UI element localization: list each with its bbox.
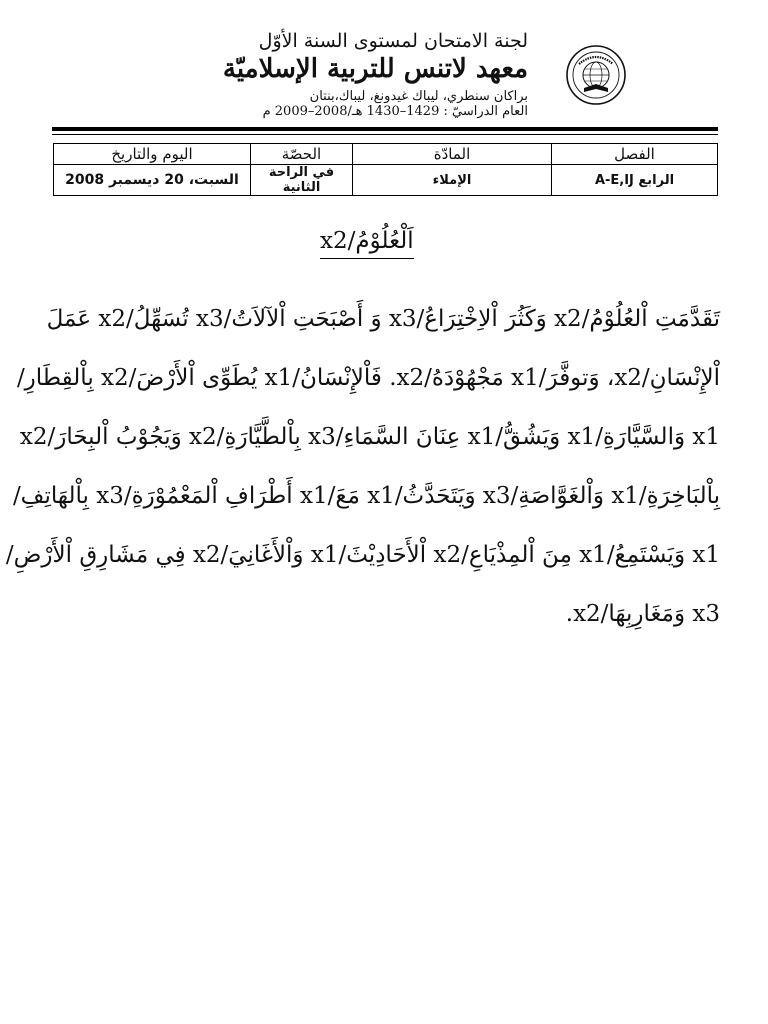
passage-line: تَقَدَّمَتِ اْلعُلُوْمُ/x2 وَكَثُرَ اْلاِخْتِرَاعُ/x3 وَ أَصْبَحَتِ اْلآلاَتُ/x3 تُسَهِّلُ/x2 عَمَلَ (46, 306, 720, 332)
academic-year: العام الدراسيّ : 1429–1430 هـ/2008–2009 م (262, 104, 528, 119)
dictation-title-text: اَلْعُلُوْمُ/x2 (320, 228, 414, 259)
header-class: الفصل (552, 144, 718, 165)
institute-seal-icon (565, 44, 627, 106)
document-header (0, 0, 768, 130)
exam-info-value-row (54, 165, 718, 196)
value-period: في الراحة الثانية (251, 165, 353, 196)
header-day-date: اليوم والتاريخ (54, 144, 251, 165)
passage-line: x1 وَيَسْتَمِعُ/x1 مِنَ اْلمِذْيَاعِ/x2 اْلأَحَادِيْثَ/x1 وَاْلأَغَانِيَ/x2 فِي مَشَارِقِ اْلأَرْضِ/ (5, 542, 720, 568)
exam-info-table (53, 143, 718, 196)
value-class: الرابع A-E,IJ (552, 165, 718, 196)
header-divider-thin (52, 134, 718, 135)
passage-line: x3 وَمَغَارِبِهَا/x2. (565, 601, 720, 627)
header-subject: المادّة (353, 144, 552, 165)
value-day-date: السبت، 20 ديسمبر 2008 (54, 165, 251, 196)
institute-address: براكان سنطري، ليباك غيدونغ، ليباك،بنتان (309, 89, 528, 104)
dictation-title (320, 228, 414, 254)
passage-line: اْلإِنْسَانِ/x2، وَتوفَّرَ/x1 مَجْهُوْدَهُ/x2. فَاْلإِنْسَانُ/x1 يُطَوِّى اْلأَرْضَ/x2 بِاْلقِطَارِ/ (16, 365, 720, 391)
passage-line: x1 وَالسَّيَّارَةِ/x1 وَيَشُقُّ/x1 عِنَانَ السَّمَاءِ/x3 بِاْلطَّيَّارَةِ/x2 وَيَجُوْبُ اْلبِحَارَ/x2 (19, 424, 720, 450)
exam-info-header-row (54, 144, 718, 165)
dictation-passage (5, 290, 720, 644)
exam-committee-line: لجنة الامتحان لمستوى السنة الأوّل (258, 30, 528, 52)
institute-name: معهد لاتنس للتربية الإسلاميّة (222, 54, 528, 84)
value-subject: الإملاء (353, 165, 552, 196)
header-period: الحصّة (251, 144, 353, 165)
header-divider-thick (52, 127, 718, 131)
passage-line: بِاْلبَاخِرَةِ/x1 وَاْلغَوَّاصَةِ/x3 وَيَتَحَدَّثُ/x1 مَعَ/x1 أَطْرَافِ اْلمَعْمُوْرَةِ/x3 بِاْلهَاتِفِ/ (12, 483, 720, 509)
